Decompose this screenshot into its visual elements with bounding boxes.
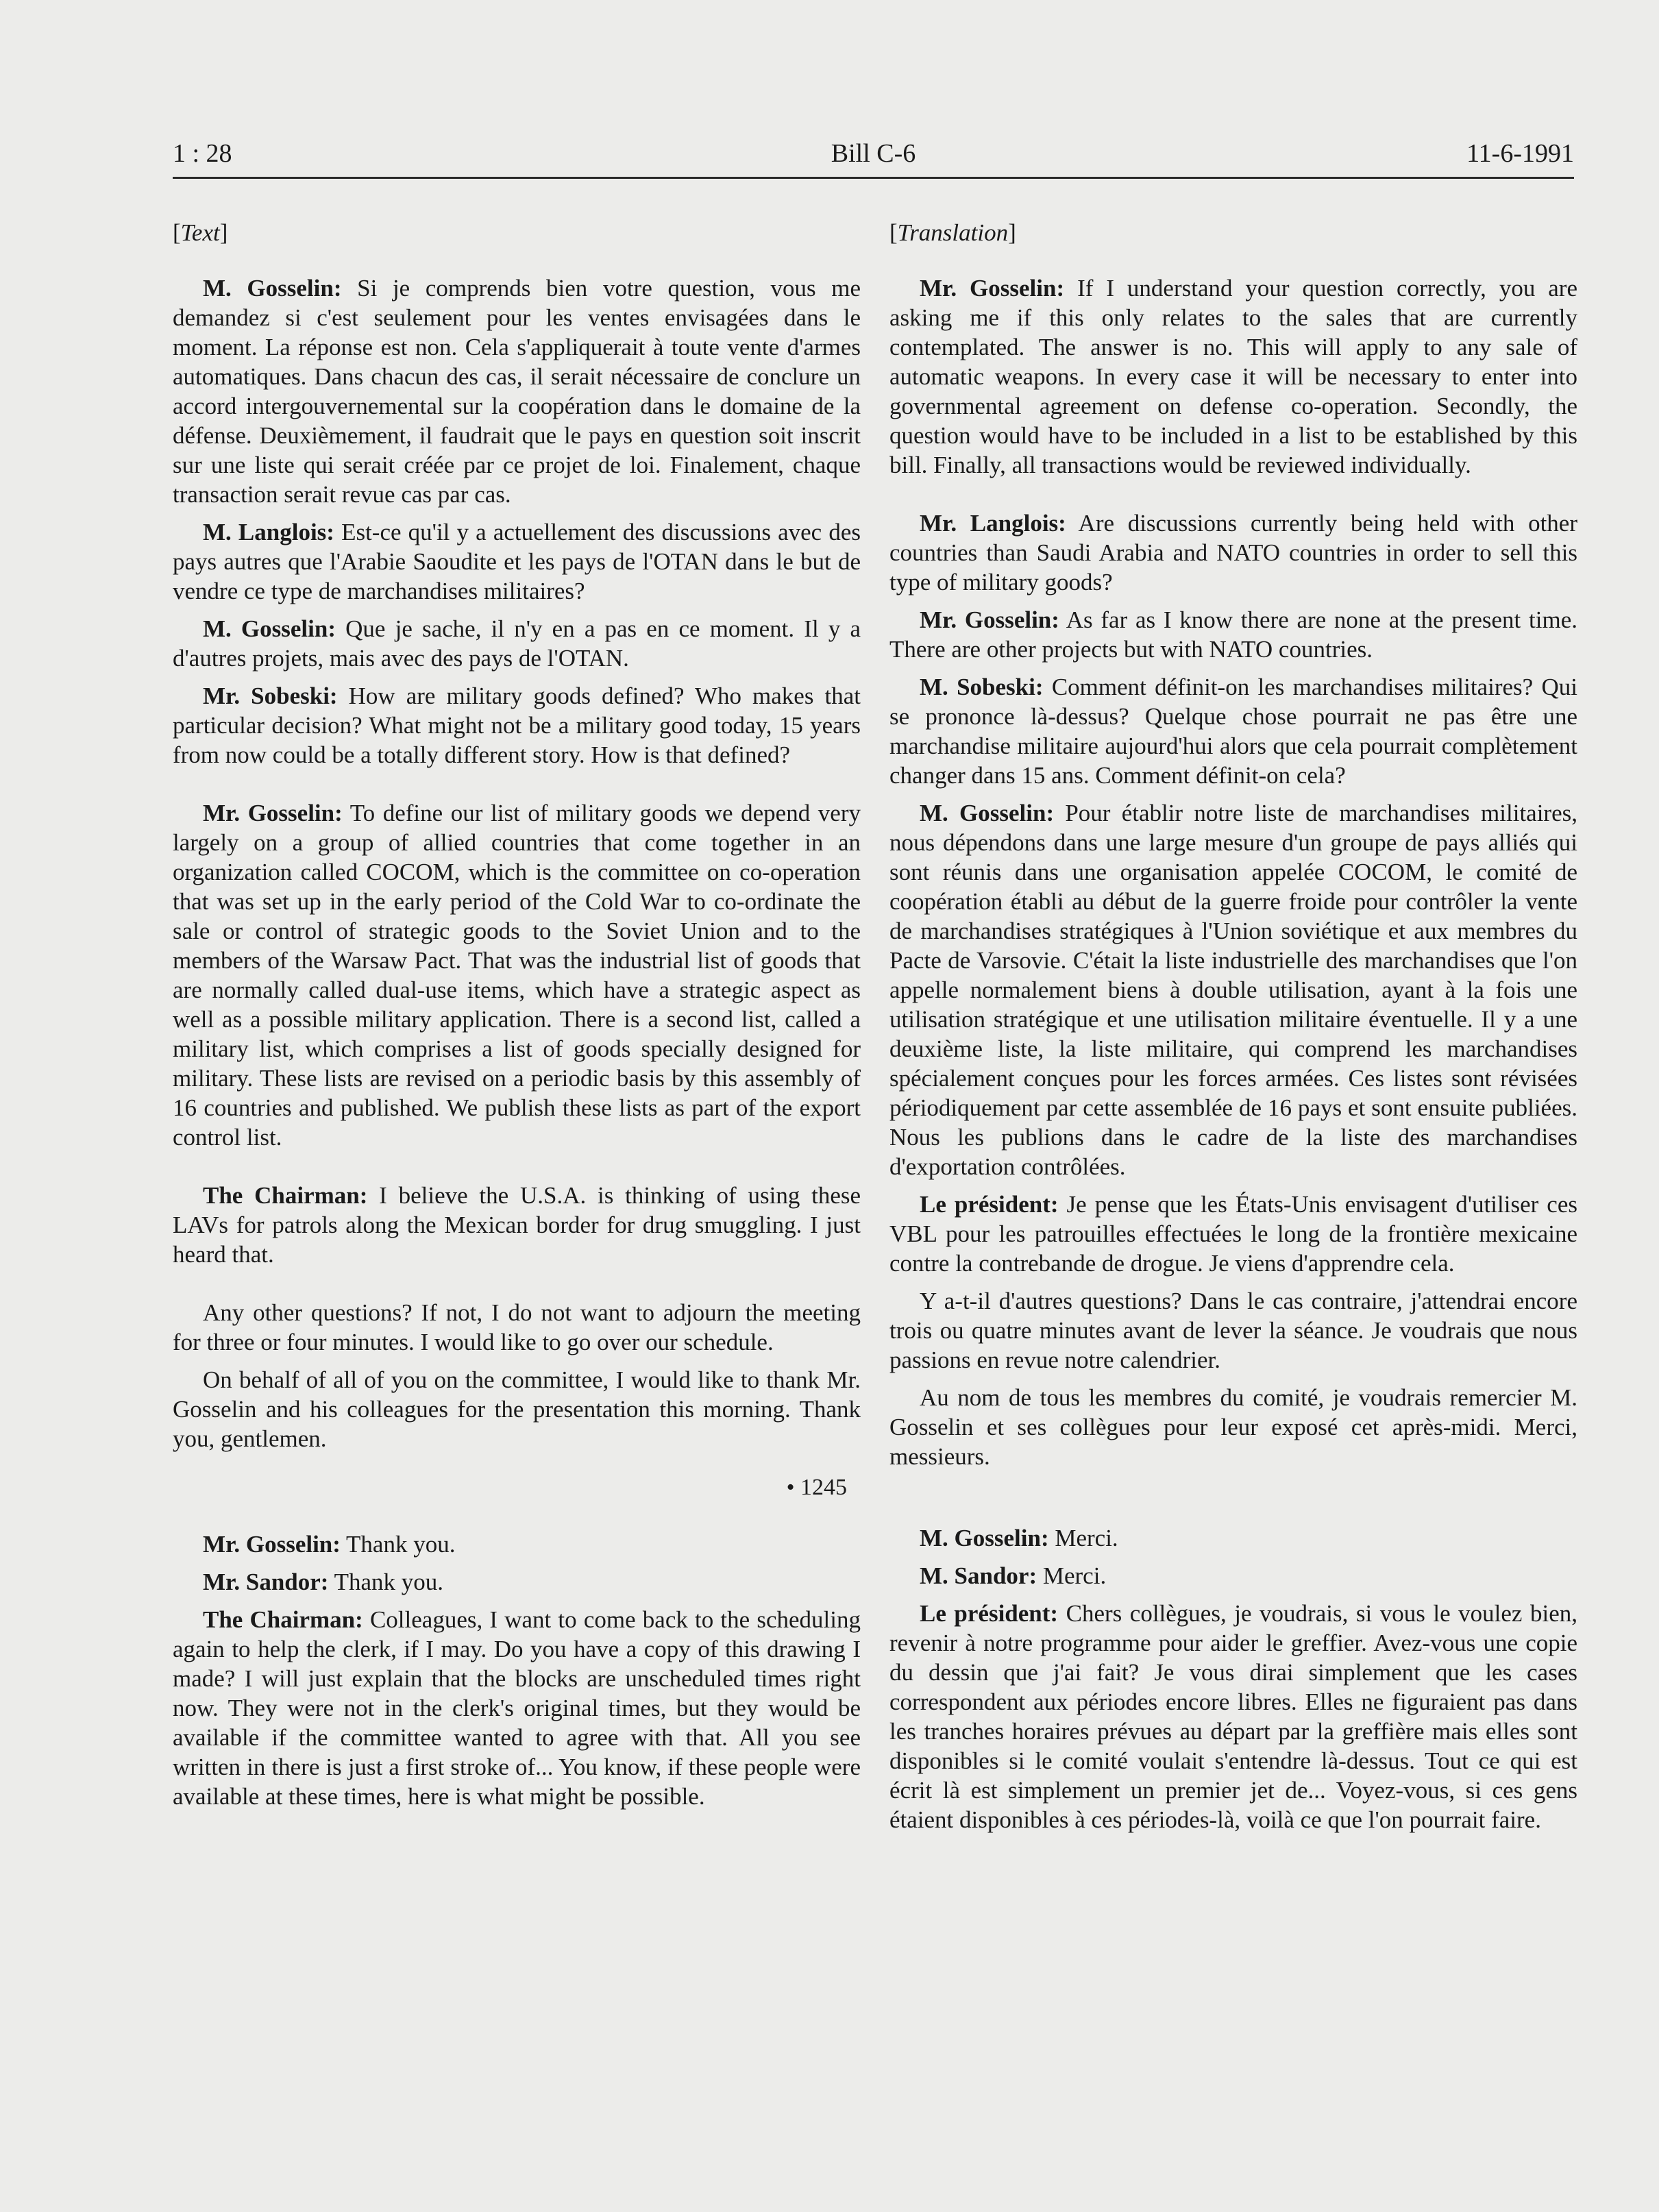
paragraph-text: How are military goods defined? Who makes that particular decision? What might not be a military good today, 15 years from now could be a totally different story. How is that defined? <box>173 683 861 768</box>
speaker-name: The Chairman: <box>203 1182 368 1209</box>
transcript-paragraph <box>889 798 1577 1181</box>
paragraph-text: Que je sache, il n'y en a pas en ce moment. Il y a d'autres projets, mais avec des pays de l'OTAN. <box>173 615 861 672</box>
column-label: [ Text ] <box>173 218 861 247</box>
transcript-paragraph <box>889 1286 1577 1375</box>
transcript-paragraph <box>173 681 861 770</box>
transcript-paragraph <box>889 1383 1577 1471</box>
bill-title: Bill C-6 <box>831 139 916 168</box>
transcript-paragraph <box>889 508 1577 597</box>
speaker-name: Mr. Gosselin: <box>920 606 1059 633</box>
transcript-paragraph <box>173 517 861 606</box>
transcript-paragraph <box>173 1181 861 1269</box>
page-header <box>173 136 1574 179</box>
transcript-paragraph <box>173 1298 861 1357</box>
transcript-paragraph <box>173 1605 861 1811</box>
transcript-paragraph <box>889 1561 1577 1590</box>
paragraph-text: Thank you. <box>328 1569 443 1595</box>
translation-column <box>889 218 1577 1843</box>
paragraph-text: I believe the U.S.A. is thinking of using these LAVs for patrols along the Mexican border for drug smuggling. I just heard that. <box>173 1182 861 1268</box>
paragraph-group <box>889 273 1577 1471</box>
paragraph-text: Si je comprends bien votre question, vous me demandez si c'est seulement pour les ventes envisagées dans le moment. La réponse est non. Cela s'appliquerait à toute vente d'armes automatiques. Dans chacun des cas, il serait nécessaire de conclure un accord intergouvernemental sur la coopération dans le domaine de la défense. Deuxièmement, il faudrait que le pays en question soit inscrit sur une liste qui serait créée par ce projet de loi. Finalement, chaque transaction serait revue cas par cas. <box>173 275 861 508</box>
paragraph-group <box>889 1523 1577 1834</box>
paragraph-text: On behalf of all of you on the committee, I would like to thank Mr. Gosselin and his colleagues for the presentation this morning. Thank you, gentlemen. <box>173 1366 861 1452</box>
paragraph-text: Any other questions? If not, I do not want to adjourn the meeting for three or four minutes. I would like to go over our schedule. <box>173 1299 861 1355</box>
speaker-name: Le président: <box>920 1191 1059 1218</box>
paragraph-text: Comment définit-on les marchandises militaires? Qui se prononce là-dessus? Quelque chose pourrait ne pas être une marchandise militaire aujourd'hui alors que cela pourrait complètement changer dans 15 ans. Comment définit-on cela? <box>889 674 1577 789</box>
paragraph-text: If I understand your question correctly, you are asking me if this only relates to the sales that are currently contemplated. The answer is no. This will apply to any sale of automatic weapons. In every case it will be necessary to enter into governmental agreement on defense co-operation. Secondly, the question would have to be included in a list to be established by this bill. Finally, all transactions would be reviewed individually. <box>889 275 1577 478</box>
transcript-paragraph <box>889 605 1577 664</box>
paragraph-text: Je pense que les États-Unis envisagent d'utiliser ces VBL pour les patrouilles effectuées le long de la frontière mexicaine contre la contrebande de drogue. Je viens d'apprendre cela. <box>889 1191 1577 1277</box>
paragraph-text: Thank you. <box>340 1531 456 1558</box>
transcript-paragraph <box>173 1567 861 1597</box>
time-marker: • 1245 <box>173 1473 847 1502</box>
paragraph-text: Are discussions currently being held with other countries than Saudi Arabia and NATO countries in order to sell this type of military goods? <box>889 510 1577 595</box>
paragraph-text: Y a-t-il d'autres questions? Dans le cas contraire, j'attendrai encore trois ou quatre minutes avant de lever la séance. Je voudrais que nous passions en revue notre calendrier. <box>889 1288 1577 1373</box>
transcript-paragraph <box>889 1190 1577 1278</box>
transcript-paragraph <box>889 1599 1577 1834</box>
speaker-name: M. Sobeski: <box>920 674 1044 700</box>
speaker-name: Mr. Sobeski: <box>203 683 338 709</box>
transcript-paragraph <box>173 798 861 1152</box>
paragraph-group <box>173 1529 861 1811</box>
column-label: [ Translation ] <box>889 218 1577 247</box>
transcript-paragraph <box>173 1529 861 1559</box>
speaker-name: Mr. Gosselin: <box>203 1531 341 1558</box>
transcript-paragraph <box>889 1523 1577 1553</box>
transcript-paragraph <box>173 614 861 673</box>
speaker-name: M. Langlois: <box>203 519 334 545</box>
transcript-paragraph <box>173 1365 861 1453</box>
paragraph-text: Est-ce qu'il y a actuellement des discussions avec des pays autres que l'Arabie Saoudite et les pays de l'OTAN dans le but de vendre ce type de marchandises militaires? <box>173 519 861 604</box>
paragraph-text: Colleagues, I want to come back to the scheduling again to help the clerk, if I may. Do you have a copy of this drawing I made? I will just explain that the blocks are unscheduled times right now. They were not in the clerk's original times, but they would be available if the committee wanted to agree with that. All you see written in there is just a first stroke of... You know, if these people were available at these times, here is what might be possible. <box>173 1606 861 1810</box>
paragraph-text: As far as I know there are none at the present time. There are other projects but with NATO countries. <box>889 606 1577 663</box>
transcript-paragraph <box>173 273 861 509</box>
paragraph-text: To define our list of military goods we depend very largely on a group of allied countries that come together in an organization called COCOM, which is the committee on co-operation that was set up in the early period of the Cold War to co-ordinate the sale or control of strategic goods to the Soviet Union and to the members of the Warsaw Pact. That was the industrial list of goods that are normally called dual-use items, which have a strategic aspect as well as a possible military application. There is a second list, called a military list, which comprises a list of goods specially designed for military. These lists are revised on a periodic basis by this assembly of 16 countries and published. We publish these lists as part of the export control list. <box>173 800 861 1151</box>
paragraph-text: Merci. <box>1037 1562 1107 1589</box>
speaker-name: M. Gosselin: <box>203 275 342 302</box>
speaker-name: Mr. Sandor: <box>203 1569 329 1595</box>
paragraph-text: Pour établir notre liste de marchandises militaires, nous dépendons dans une large mesure d'un groupe de pays alliés qui sont réunis dans une organisation appelée COCOM, le comité de coopération établi au début de la guerre froide pour contrôler la vente de marchandises stratégiques à l'Union soviétique et aux membres du Pacte de Varsovie. C'était la liste industrielle des marchandises que l'on appelle normalement biens à double utilisation, ayant à la fois une utilisation stratégique et une utilisation militaire éventuelle. Il y a une deuxième liste, la liste militaire, qui comprend les marchandises spécialement conçues pour les forces armées. Ces listes sont révisées périodiquement par cette assemblée de 16 pays et sont ensuite publiées. Nous les publions dans le cadre de la liste des marchandises d'exportation contrôlées. <box>889 800 1577 1180</box>
speaker-name: Le président: <box>920 1600 1059 1627</box>
speaker-name: Mr. Langlois: <box>920 510 1066 537</box>
transcript-paragraph <box>889 273 1577 480</box>
speaker-name: Mr. Gosselin: <box>920 275 1065 302</box>
speaker-name: The Chairman: <box>203 1606 363 1633</box>
transcript-paragraph <box>889 672 1577 790</box>
speaker-name: M. Gosselin: <box>203 615 336 642</box>
header-date: 11-6-1991 <box>1466 139 1574 168</box>
speaker-name: M. Sandor: <box>920 1562 1037 1589</box>
speaker-name: Mr. Gosselin: <box>203 800 343 826</box>
paragraph-text: Chers collègues, je voudrais, si vous le voulez bien, revenir à notre programme pour aider le greffier. Avez-vous une copie du dessin que j'ai fait? Je vous dirai simplement que les cases correspondent aux périodes encore libres. Elles ne figuraient pas dans les tranches horaires prévues au départ par la greffière mais elles sont disponibles si le comité voulait s'entendre là-dessus. Tout ce qui est écrit là est simplement un premier jet de... Voyez-vous, si ces gens étaient disponibles à ces périodes-là, voilà ce que l'on pourrait faire. <box>889 1600 1577 1833</box>
paragraph-group <box>173 273 861 1453</box>
text-column <box>173 218 861 1819</box>
paragraph-text: Merci. <box>1048 1525 1118 1551</box>
speaker-name: M. Gosselin: <box>920 1525 1049 1551</box>
page-number: 1 : 28 <box>173 139 232 168</box>
paragraph-text: Au nom de tous les membres du comité, je voudrais remercier M. Gosselin et ses collègues pour leur exposé cet après-midi. Merci, messieurs. <box>889 1384 1577 1470</box>
speaker-name: M. Gosselin: <box>920 800 1055 826</box>
